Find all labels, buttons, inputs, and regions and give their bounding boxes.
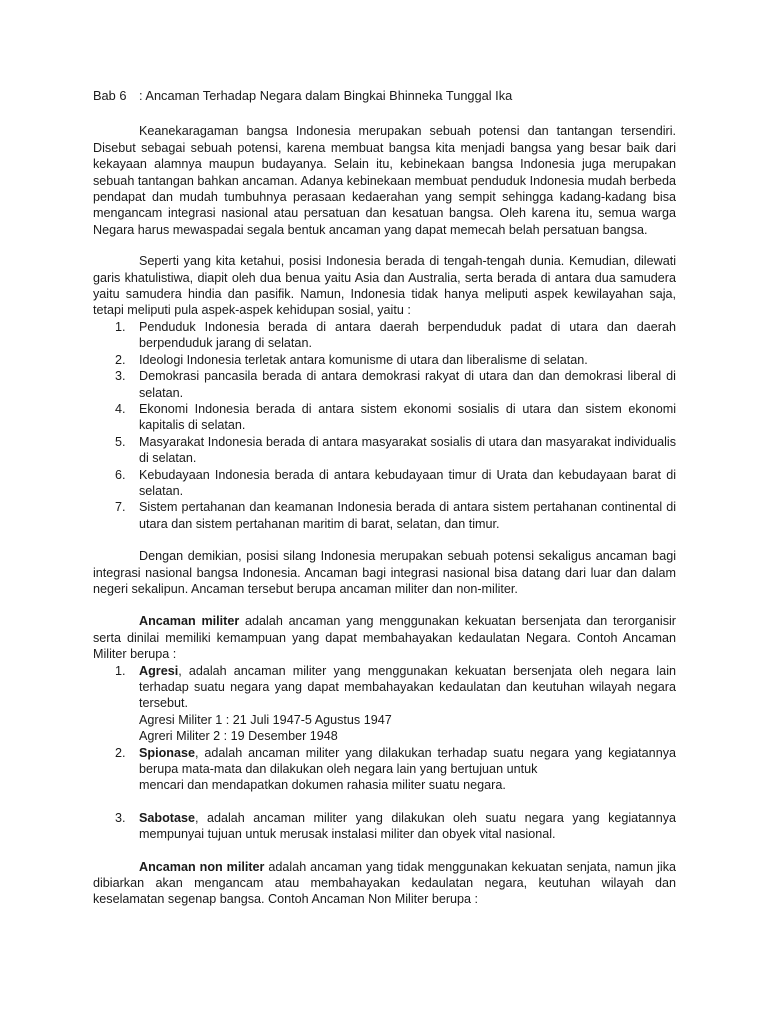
list-number: 2.	[115, 745, 126, 760]
conclusion-paragraph: Dengan demikian, posisi silang Indonesia merupakan sebuah potensi sekaligus ancaman bagi integrasi nasional bangsa Indonesia. Ancaman bagi integrasi nasional bisa datang dari luar dan dalam negeri sekalipun. Ancaman tersebut berupa ancaman militer dan non-militer.	[93, 549, 676, 596]
agresi-term: Agresi	[139, 663, 179, 678]
list-item	[93, 368, 676, 401]
military-threat-paragraph	[93, 613, 676, 662]
list-number: 2.	[115, 352, 126, 367]
sabotase-term: Sabotase	[139, 810, 195, 825]
nonmilitary-threat-paragraph	[93, 859, 676, 908]
intro-paragraph: Keanekaragaman bangsa Indonesia merupakan sebuah potensi dan tantangan tersendiri. Disebut sebagai sebuah potensi, karena membuat bangsa kita menjadi bangsa yang besar baik dari kekayaan alamnya maupun budayanya. Selain itu, kebinekaan bangsa Indonesia juga merupakan sebuah tantangan bahkan ancaman. Adanya kebinekaan membuat penduduk Indonesia mudah berbeda pendapat dan mudah tumbuhnya perasaan kedaerahan yang sempit sehingga kadang-kadang bisa mengancam integrasi nasional atau persatuan dan kesatuan bangsa. Oleh karena itu, semua warga Negara harus mewaspadai segala bentuk ancaman yang dapat memecah belah persatuan bangsa.	[93, 124, 676, 237]
list-text: Kebudayaan Indonesia berada di antara kebudayaan timur di Urata dan kebudayaan barat di selatan.	[139, 467, 676, 498]
agresi-detail-1: Agresi Militer 1 : 21 Juli 1947-5 Agustus 1947	[139, 712, 392, 727]
list-number: 4.	[115, 401, 126, 416]
spionase-text: , adalah ancaman militer yang dilakukan terhadap suatu negara yang kegiatannya berupa mata-mata dan dilakukan oleh negara lain yang bertujuan untuk	[139, 745, 676, 777]
chapter-title: : Ancaman Terhadap Negara dalam Bingkai Bhinneka Tunggal Ika	[139, 88, 513, 103]
military-threat-list	[93, 663, 676, 843]
list-text: Ideologi Indonesia terletak antara komunisme di utara dan liberalisme di selatan.	[139, 352, 588, 367]
list-text: Masyarakat Indonesia berada di antara masyarakat sosialis di utara dan masyarakat individualis di selatan.	[139, 434, 676, 466]
list-number: 7.	[115, 500, 126, 515]
list-item	[93, 401, 676, 434]
position-list	[93, 319, 676, 532]
list-number: 1.	[115, 663, 126, 678]
nonmilitary-term: Ancaman non militer	[139, 859, 265, 874]
sabotase-text: , adalah ancaman militer yang dilakukan oleh suatu negara yang kegiatannya mempunyai tujuan untuk merusak instalasi militer dan obyek vital nasional.	[139, 810, 676, 842]
list-number: 5.	[115, 434, 126, 449]
list-item	[93, 434, 676, 467]
document-content	[93, 88, 676, 908]
list-text: Demokrasi pancasila berada di antara demokrasi rakyat di utara dan dan demokrasi liberal di selatan.	[139, 369, 676, 400]
list-text: Ekonomi Indonesia berada di antara sistem ekonomi sosialis di utara dan sistem ekonomi kapitalis di selatan.	[139, 401, 676, 433]
list-item	[93, 499, 676, 532]
list-number: 1.	[115, 319, 126, 334]
spionase-detail: mencari dan mendapatkan dokumen rahasia militer suatu negara.	[139, 778, 506, 793]
military-term: Ancaman militer	[139, 614, 240, 629]
agresi-text: , adalah ancaman militer yang menggunakan kekuatan bersenjata oleh negara lain terhadap suatu negara yang dapat membahayakan kedaulatan dan keutuhan wilayah negara tersebut.	[139, 663, 676, 711]
spionase-term: Spionase	[139, 745, 195, 760]
position-paragraph: Seperti yang kita ketahui, posisi Indonesia berada di tengah-tengah dunia. Kemudian, dilewati garis khatulistiwa, diapit oleh dua benua yaitu Asia dan Australia, serta berada di antara dua samudera yaitu samudera hindia dan pasifik. Namun, Indonesia tidak hanya meliputi aspek kewilayahan saja, tetapi meliputi pula aspek-aspek kehidupan sosial, yaitu :	[93, 254, 676, 318]
list-item	[93, 810, 676, 843]
list-text: Sistem pertahanan dan keamanan Indonesia berada di antara sistem pertahanan continental di utara dan sistem pertahanan maritim di barat, selatan, dan timur.	[139, 500, 676, 531]
list-item	[93, 352, 676, 368]
list-item	[93, 663, 676, 745]
agresi-detail-2: Agreri Militer 2 : 19 Desember 1948	[139, 729, 338, 744]
list-item	[93, 467, 676, 500]
list-number: 6.	[115, 467, 126, 482]
military-definition: adalah ancaman yang menggunakan kekuatan bersenjata dan terorganisir serta dinilai memiliki kemampuan yang dapat membahayakan kedaulatan Negara. Contoh Ancaman Militer berupa :	[93, 614, 677, 662]
chapter-heading	[93, 88, 676, 104]
list-item	[93, 745, 676, 794]
nonmilitary-definition: adalah ancaman yang tidak menggunakan kekuatan senjata, namun jika dibiarkan akan mengancam atau membahayakan kedaulatan negara, keutuhan wilayah dan keselamatan segenap bangsa. Contoh Ancaman Non Militer berupa :	[93, 859, 676, 907]
list-text: Penduduk Indonesia berada di antara daerah berpenduduk padat di utara dan daerah berpenduduk jarang di selatan.	[139, 319, 676, 351]
chapter-label: Bab 6	[93, 88, 127, 103]
list-number: 3.	[115, 810, 126, 825]
list-number: 3.	[115, 369, 126, 384]
list-item	[93, 319, 676, 352]
